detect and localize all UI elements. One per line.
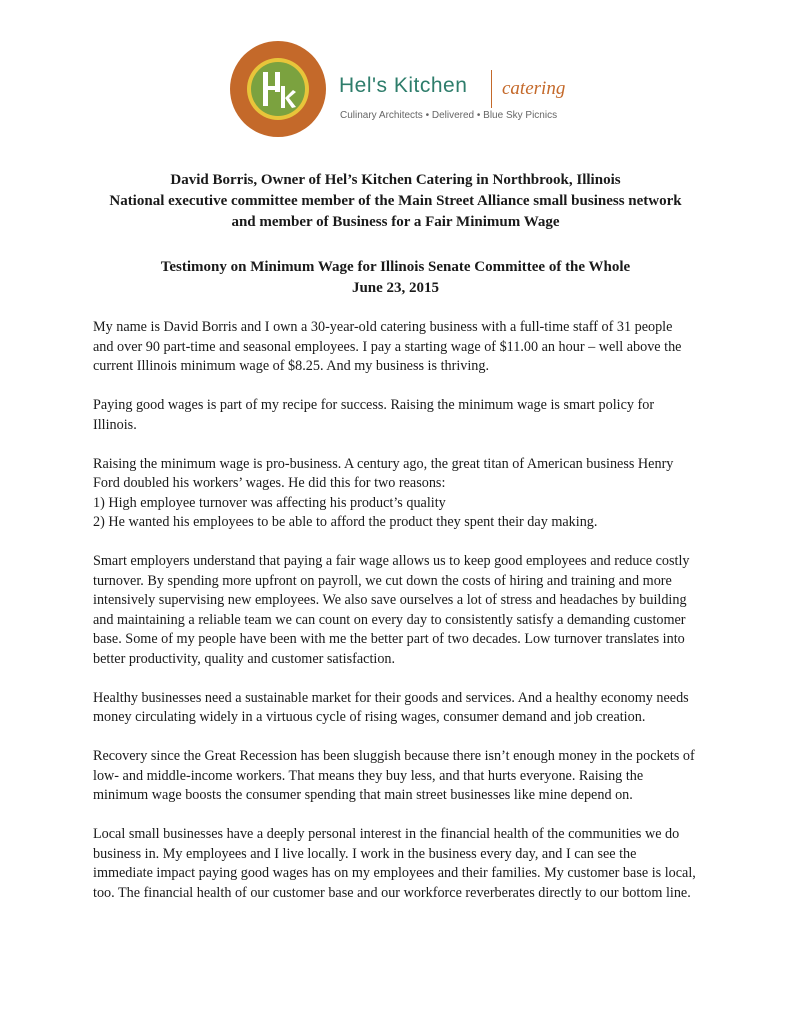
text-line: 1) High employee turnover was affecting his product’s quality	[93, 494, 446, 511]
testimony-title: Testimony on Minimum Wage for Illinois Senate Committee of the Whole	[160, 259, 631, 275]
brand-divider	[491, 70, 492, 108]
author-heading	[40, 170, 751, 233]
text-line: business in. My employees and I live locally. I work in the business every day, and I can see the	[93, 845, 637, 862]
paragraph	[93, 747, 705, 806]
text-line: minimum wage boosts the consumer spending that main street businesses like mine depend on.	[93, 787, 633, 803]
text-line: Local small businesses have a deeply personal interest in the financial health of the communities we do	[93, 826, 680, 842]
text-line: better productivity, quality and customer satisfaction.	[93, 650, 396, 667]
brand-suffix: catering	[502, 78, 566, 99]
hk-monogram-icon	[229, 40, 327, 138]
brand-tagline: Culinary Architects • Delivered • Blue Sky Picnics	[340, 110, 558, 121]
text-line: Smart employers understand that paying a fair wage allows us to keep good employees and reduce costly	[93, 553, 690, 569]
text-line: too. The financial health of our customer base and our workforce reverberates directly to our bottom line.	[93, 884, 691, 901]
brand-name: Hel's Kitchen	[339, 74, 468, 97]
text-line: money circulating widely in a virtuous cycle of rising wages, consumer demand and job creation.	[93, 709, 646, 725]
text-line: and maintaining a reliable team we can count on every day to consistently satisfy a demanding customer	[93, 611, 686, 628]
text-line: 2) He wanted his employees to be able to afford the product they spent their day making.	[93, 514, 598, 530]
affiliation-line: and member of Business for a Fair Minimum Wage	[231, 214, 560, 230]
text-line: base. Some of my people have been with me the better part of two decades. Low turnover translates into	[93, 631, 685, 647]
paragraph	[93, 825, 705, 903]
text-line: and over 90 part-time and seasonal employees. I pay a starting wage of $11.00 an hour – well above the	[93, 338, 682, 355]
paragraph	[93, 689, 705, 728]
paragraph	[93, 318, 705, 377]
text-line: Raising the minimum wage is pro-business. A century ago, the great titan of American business Henry	[93, 455, 674, 472]
company-logo	[229, 40, 579, 138]
text-line: immediate impact paying good wages has on my employees and their families. My customer base is local,	[93, 865, 696, 881]
text-line: My name is David Borris and I own a 30-year-old catering business with a full-time staff of 31 people	[93, 319, 673, 335]
text-line: Illinois.	[93, 416, 137, 433]
paragraph	[93, 396, 705, 435]
text-line: Recovery since the Great Recession has been sluggish because there isn’t enough money in the pockets of	[93, 748, 695, 764]
text-line: low- and middle-income workers. That means they buy less, and that hurts everyone. Raising the	[93, 767, 644, 784]
text-line: Ford doubled his workers’ wages. He did this for two reasons:	[93, 475, 446, 491]
affiliation-line: National executive committee member of the Main Street Alliance small business network	[109, 193, 682, 209]
paragraph	[93, 455, 705, 533]
testimony-heading	[40, 257, 751, 299]
text-line: Paying good wages is part of my recipe for success. Raising the minimum wage is smart policy for	[93, 397, 655, 413]
author-line: David Borris, Owner of Hel’s Kitchen Catering in Northbrook, Illinois	[170, 172, 621, 188]
text-line: turnover. By spending more upfront on payroll, we cut down the costs of hiring and training and more	[93, 572, 672, 589]
text-line: current Illinois minimum wage of $8.25. And my business is thriving.	[93, 358, 490, 374]
testimony-body	[93, 318, 705, 923]
text-line: Healthy businesses need a sustainable market for their goods and services. And a healthy economy needs	[93, 689, 689, 706]
testimony-date: June 23, 2015	[351, 280, 440, 296]
text-line: intensively supervising new employees. We also save ourselves a lot of stress and headaches by building	[93, 592, 687, 608]
paragraph	[93, 552, 705, 669]
